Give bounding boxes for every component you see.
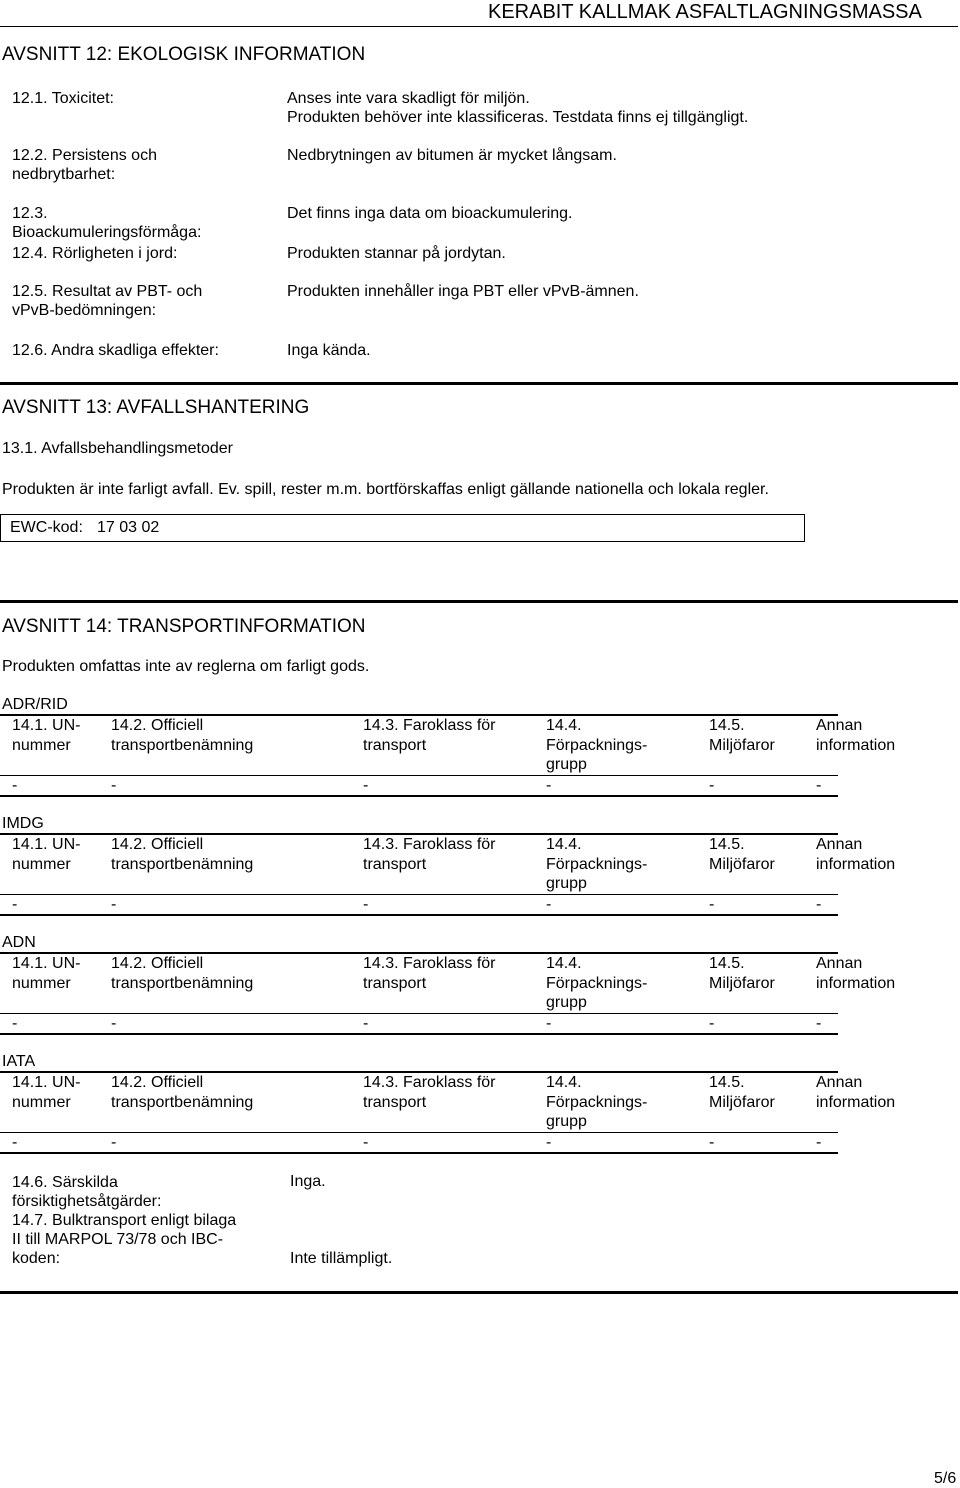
other-effects-value: Inga kända. [287, 342, 371, 359]
table-row-divider [0, 894, 838, 895]
cell-packing-group: - [546, 896, 552, 913]
waste-methods-text: Produkten är inte farligt avfall. Ev. spill, rester m.m. bortförskaffas enligt gällande nationella och lokala regler. [2, 481, 769, 498]
transport-table-title: ADN [2, 934, 36, 951]
table-row-divider [0, 775, 838, 776]
cell-other-info: - [816, 1134, 822, 1151]
column-header-packing-group: 14.4. Förpacknings- grupp [546, 836, 648, 892]
cell-other-info: - [816, 1015, 822, 1032]
cell-hazard-class: - [363, 777, 369, 794]
toxicity-value: Anses inte vara skadligt för miljön. Produkten behöver inte klassificeras. Testdata finns ej tillgängligt. [287, 90, 749, 126]
cell-packing-group: - [546, 1134, 552, 1151]
table-bottom-border [0, 914, 838, 916]
column-header-environmental-hazards: 14.5. Miljöfaror [709, 717, 775, 754]
ewc-code-box [0, 514, 805, 542]
transport-table-title: IMDG [2, 815, 44, 832]
table-bottom-border [0, 1152, 838, 1154]
column-header-shipping-name: 14.2. Officiell transportbenämning [111, 955, 254, 992]
table-bottom-border [0, 1033, 838, 1035]
section-14-heading: AVSNITT 14: TRANSPORTINFORMATION [2, 616, 366, 637]
bioaccumulation-value: Det finns inga data om bioackumulering. [287, 205, 573, 222]
cell-packing-group: - [546, 1015, 552, 1032]
cell-shipping-name: - [111, 896, 117, 913]
toxicity-label: 12.1. Toxicitet: [12, 90, 114, 107]
cell-un-number: - [12, 1134, 18, 1151]
cell-other-info: - [816, 777, 822, 794]
column-header-shipping-name: 14.2. Officiell transportbenämning [111, 717, 254, 754]
column-header-environmental-hazards: 14.5. Miljöfaror [709, 1074, 775, 1111]
column-header-shipping-name: 14.2. Officiell transportbenämning [111, 1074, 254, 1111]
cell-hazard-class: - [363, 896, 369, 913]
waste-methods-heading: 13.1. Avfallsbehandlingsmetoder [2, 440, 233, 457]
column-header-un-number: 14.1. UN- nummer [12, 955, 81, 992]
cell-shipping-name: - [111, 777, 117, 794]
column-header-other-info: Annan information [816, 955, 896, 992]
cell-packing-group: - [546, 777, 552, 794]
header-rule [0, 26, 958, 27]
cell-environmental-hazards: - [709, 777, 715, 794]
cell-hazard-class: - [363, 1134, 369, 1151]
column-header-shipping-name: 14.2. Officiell transportbenämning [111, 836, 254, 873]
column-header-other-info: Annan information [816, 1074, 896, 1111]
table-row-divider [0, 1132, 838, 1133]
column-header-hazard-class: 14.3. Faroklass för transport [363, 1074, 496, 1111]
transport-table-title: IATA [2, 1053, 36, 1070]
column-header-hazard-class: 14.3. Faroklass för transport [363, 717, 496, 754]
other-effects-label: 12.6. Andra skadliga effekter: [12, 342, 219, 359]
column-header-packing-group: 14.4. Förpacknings- grupp [546, 955, 648, 1011]
ewc-code-label: EWC-kod: [10, 519, 83, 536]
pbt-value: Produkten innehåller inga PBT eller vPvB-ämnen. [287, 283, 639, 300]
cell-un-number: - [12, 777, 18, 794]
ewc-code-value: 17 03 02 [97, 519, 160, 536]
column-header-un-number: 14.1. UN- nummer [12, 1074, 81, 1111]
section-13-heading: AVSNITT 13: AVFALLSHANTERING [2, 397, 310, 418]
mobility-label: 12.4. Rörligheten i jord: [12, 245, 178, 262]
cell-other-info: - [816, 896, 822, 913]
column-header-packing-group: 14.4. Förpacknings- grupp [546, 1074, 648, 1130]
bulk-transport-label: 14.7. Bulktransport enligt bilaga II till MARPOL 73/78 och IBC- koden: [12, 1212, 237, 1267]
persistence-label: 12.2. Persistens och nedbrytbarhet: [12, 147, 157, 183]
cell-environmental-hazards: - [709, 896, 715, 913]
column-header-hazard-class: 14.3. Faroklass för transport [363, 955, 496, 992]
section-divider-13 [0, 382, 958, 385]
transport-intro: Produkten omfattas inte av reglerna om farligt gods. [2, 658, 370, 675]
section-divider-end [0, 1291, 958, 1294]
cell-shipping-name: - [111, 1134, 117, 1151]
bioaccumulation-label: 12.3. Bioackumuleringsförmåga: [12, 205, 202, 241]
document-title: KERABIT KALLMAK ASFALTLAGNINGSMASSA [488, 1, 922, 23]
pbt-label: 12.5. Resultat av PBT- och vPvB-bedömningen: [12, 283, 203, 319]
cell-shipping-name: - [111, 1015, 117, 1032]
column-header-environmental-hazards: 14.5. Miljöfaror [709, 836, 775, 873]
transport-table-title: ADR/RID [2, 696, 68, 713]
section-divider-14 [0, 600, 958, 603]
persistence-value: Nedbrytningen av bitumen är mycket långsam. [287, 147, 617, 164]
column-header-other-info: Annan information [816, 717, 896, 754]
column-header-hazard-class: 14.3. Faroklass för transport [363, 836, 496, 873]
bulk-transport-value: Inte tillämpligt. [290, 1250, 393, 1267]
page-number: 5/6 [934, 1470, 957, 1487]
column-header-un-number: 14.1. UN- nummer [12, 717, 81, 754]
cell-hazard-class: - [363, 1015, 369, 1032]
mobility-value: Produkten stannar på jordytan. [287, 245, 506, 262]
column-header-packing-group: 14.4. Förpacknings- grupp [546, 717, 648, 773]
cell-un-number: - [12, 1015, 18, 1032]
precautions-label: 14.6. Särskilda försiktighetsåtgärder: [12, 1174, 162, 1210]
column-header-other-info: Annan information [816, 836, 896, 873]
cell-environmental-hazards: - [709, 1015, 715, 1032]
precautions-value: Inga. [290, 1173, 326, 1190]
section-12-heading: AVSNITT 12: EKOLOGISK INFORMATION [2, 44, 366, 65]
column-header-un-number: 14.1. UN- nummer [12, 836, 81, 873]
cell-environmental-hazards: - [709, 1134, 715, 1151]
cell-un-number: - [12, 896, 18, 913]
table-bottom-border [0, 795, 838, 797]
column-header-environmental-hazards: 14.5. Miljöfaror [709, 955, 775, 992]
table-row-divider [0, 1013, 838, 1014]
